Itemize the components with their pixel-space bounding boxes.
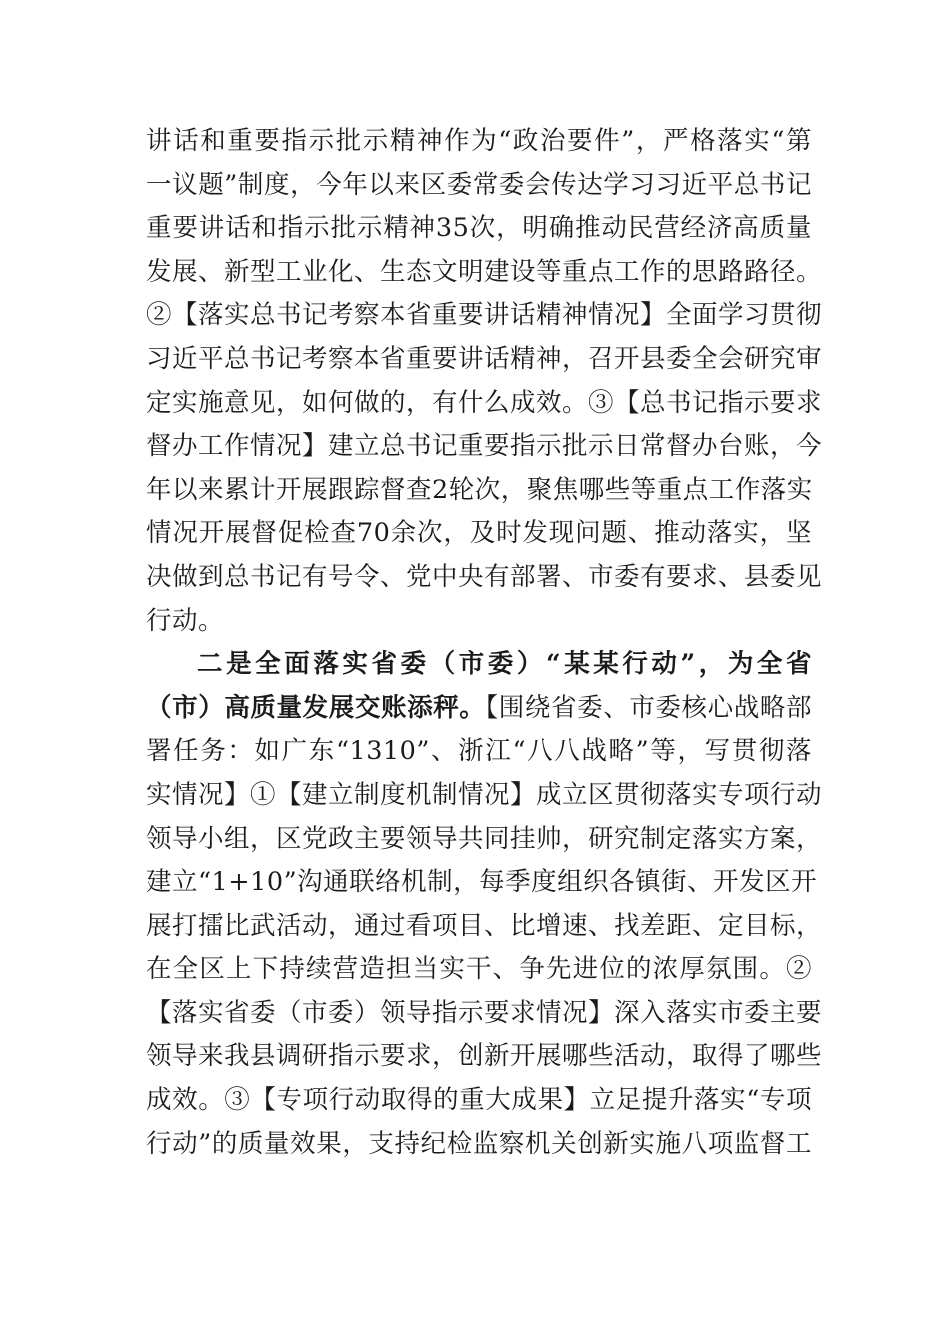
paragraph-line: 领导小组，区党政主要领导共同挂帅，研究制定落实方案， [146,823,823,854]
paragraph-line: 年以来累计开展跟踪督查2轮次，聚焦哪些等重点工作落实 [146,474,813,505]
paragraph-line: 【落实省委（市委）领导指示要求情况】深入落实市委主要 [146,997,823,1028]
paragraph-line: 领导来我县调研指示要求，创新开展哪些活动，取得了哪些 [146,1041,823,1072]
paragraph-line: 发展、新型工业化、生态文明建设等重点工作的思路路径。 [146,256,823,287]
paragraph-line: 一议题”制度，今年以来区委常委会传达学习习近平总书记 [146,169,812,200]
section-heading-end: （市）高质量发展交账添秤。 [146,692,486,723]
paragraph-line: 习近平总书记考察本省重要讲话精神，召开县委全会研究审 [146,343,823,374]
paragraph-line: 行动。 [146,605,225,636]
paragraph-text: 【围绕省委、市委核心战略部 [485,692,812,723]
document-body [146,120,823,1166]
paragraph-line: 在全区上下持续营造担当实干、争先进位的浓厚氛围。② [146,954,812,985]
paragraph-line: 讲话和重要指示批示精神作为“政治要件”，严格落实“第 [146,126,812,156]
paragraph-line: 成效。③【专项行动取得的重大成果】立足提升落实“专项 [146,1085,812,1116]
paragraph-line: 行动”的质量效果，支持纪检监察机关创新实施八项监督工 [146,1128,812,1159]
paragraph-line: 建立“1+10”沟通联络机制，每季度组织各镇街、开发区开 [146,867,818,898]
paragraph-line: 实情况】①【建立制度机制情况】成立区贯彻落实专项行动 [146,779,823,810]
section-heading-continuation [146,687,812,731]
paragraph-line: 展打擂比武活动，通过看项目、比增速、找差距、定目标， [146,910,823,941]
paragraph-line: ②【落实总书记考察本省重要讲话精神情况】全面学习贯彻 [146,300,823,331]
paragraph-line: 定实施意见，如何做的，有什么成效。③【总书记指示要求 [146,387,823,418]
paragraph-line: 决做到总书记有号令、党中央有部署、市委有要求、县委见 [146,561,823,592]
paragraph-line: 督办工作情况】建立总书记重要指示批示日常督办台账，今 [146,431,823,462]
paragraph-line: 署任务：如广东“1310”、浙江“八八战略”等，写贯彻落 [146,736,812,767]
section-heading: 二是全面落实省委（市委）“某某行动”，为全省 [197,649,812,680]
paragraph-line: 情况开展督促检查70余次，及时发现问题、推动落实，坚 [146,518,812,549]
paragraph-line: 重要讲话和指示批示精神35次，明确推动民营经济高质量 [146,213,812,244]
